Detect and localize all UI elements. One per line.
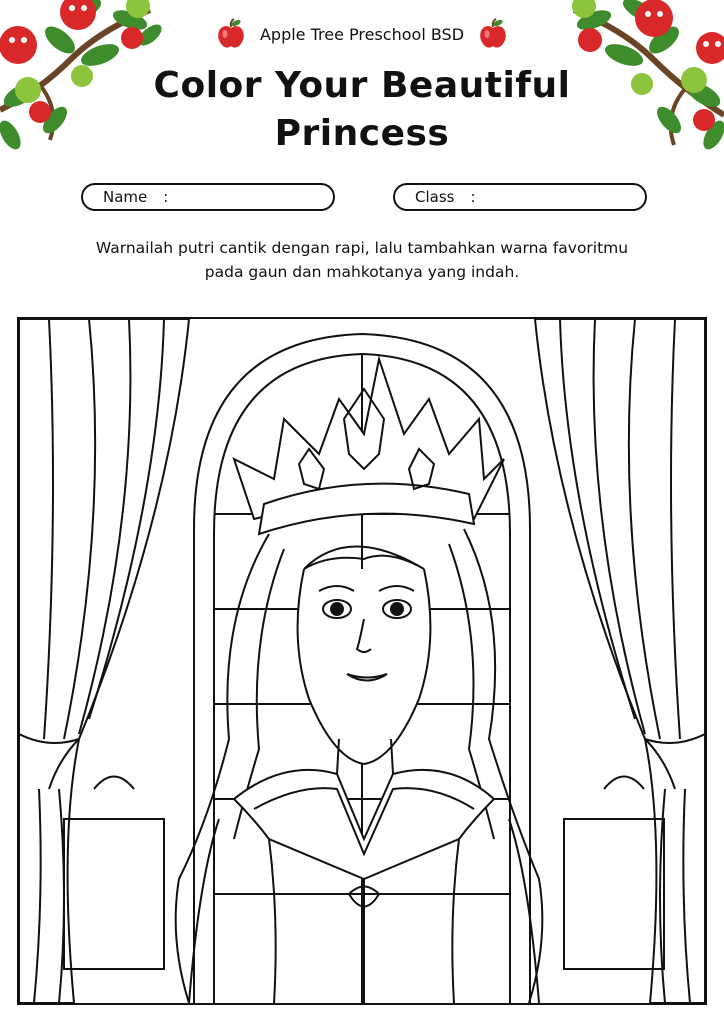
apple-icon xyxy=(216,18,246,50)
class-separator: : xyxy=(470,188,476,206)
instruction-line-1: Warnailah putri cantik dengan rapi, lalu tambahkan warna favoritmu xyxy=(95,239,629,257)
instruction-text xyxy=(40,236,684,284)
page-title xyxy=(0,62,724,158)
class-field[interactable] xyxy=(393,183,647,211)
title-line-1: Color Your Beautiful xyxy=(153,65,571,106)
princess-coloring-art xyxy=(17,317,707,1005)
name-separator: : xyxy=(163,188,169,206)
name-field[interactable] xyxy=(81,183,335,211)
name-label: Name xyxy=(103,188,148,206)
title-line-2: Princess xyxy=(274,113,450,154)
apple-icon xyxy=(478,18,508,50)
instruction-line-2: pada gaun dan mahkotanya yang indah. xyxy=(204,263,520,281)
class-label: Class xyxy=(415,188,455,206)
school-name: Apple Tree Preschool BSD xyxy=(259,24,465,44)
school-header xyxy=(0,18,724,50)
